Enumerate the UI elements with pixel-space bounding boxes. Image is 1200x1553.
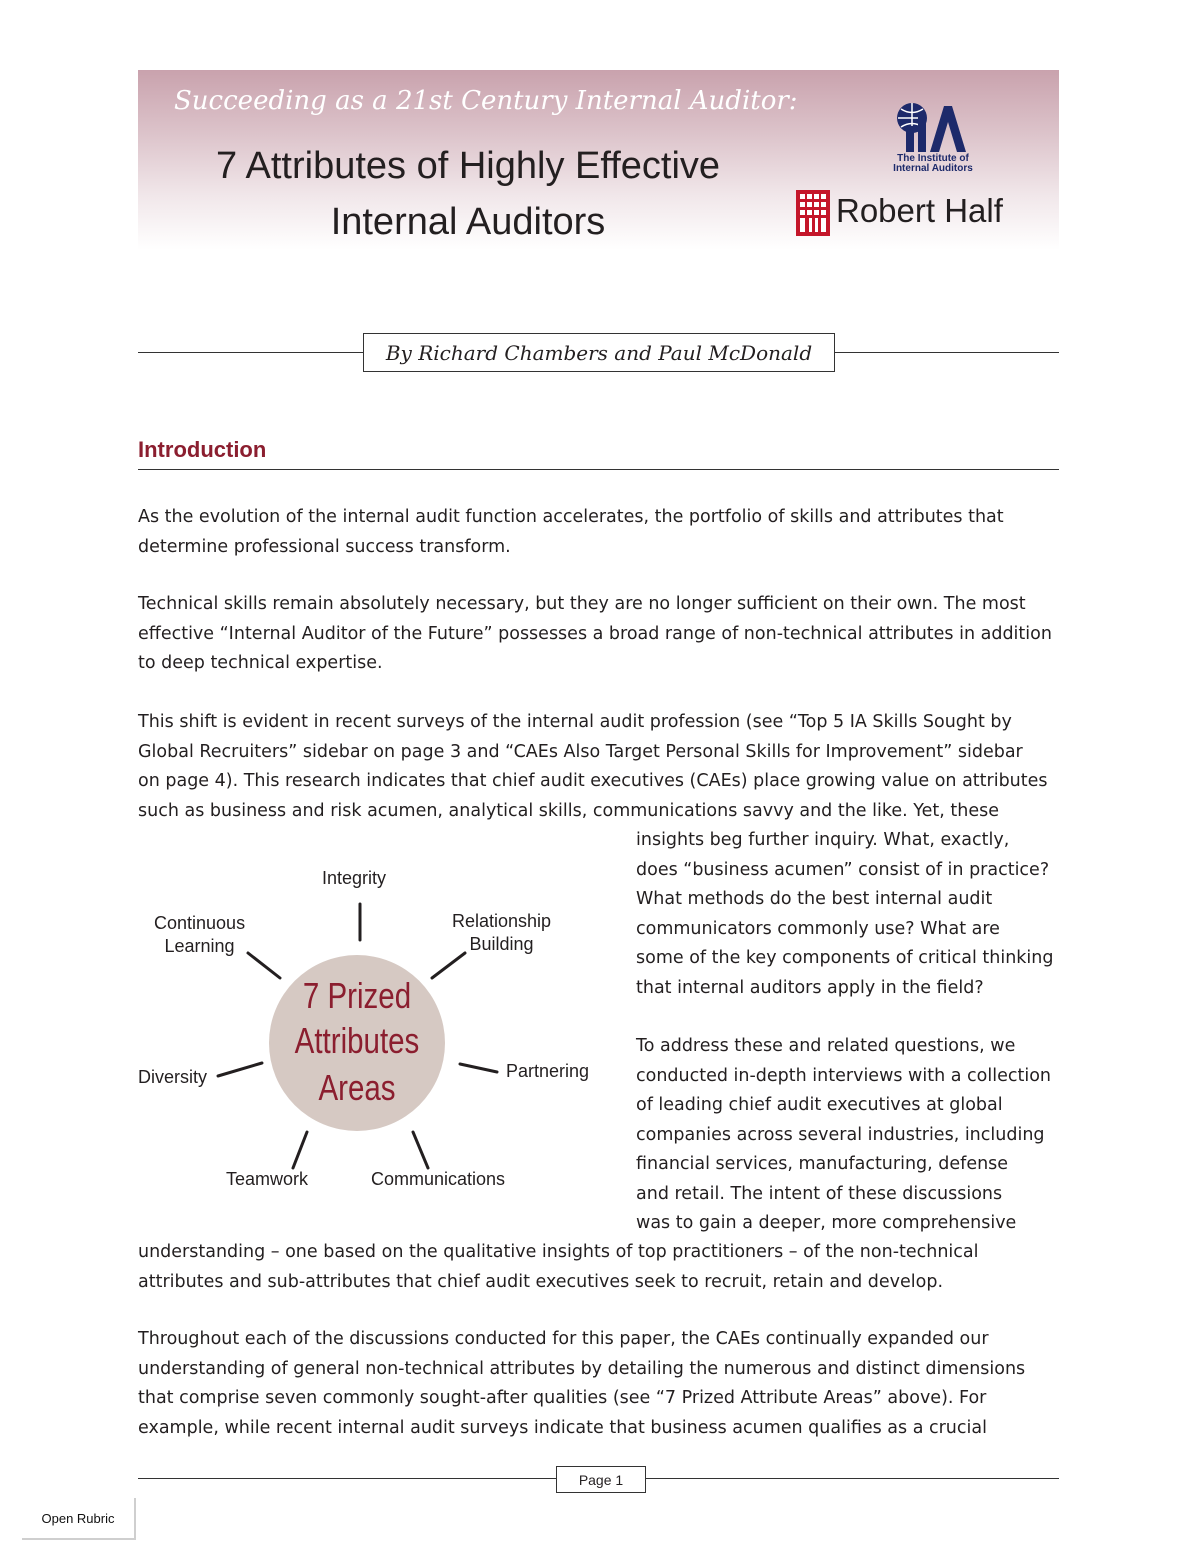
section-heading: Introduction (138, 437, 267, 462)
text-line: financial services, manufacturing, defense (636, 1154, 1009, 1174)
text-line: What methods do the best internal audit (636, 889, 993, 909)
paragraph-1 (138, 503, 1004, 562)
text-line: conducted in-depth interviews with a collection (636, 1065, 1052, 1086)
text-line: understanding of general non-technical attributes by detailing the numerous and distinct dimensions (138, 1358, 1026, 1379)
text-line: understanding – one based on the qualitative insights of top practitioners – of the non-technical (138, 1242, 979, 1262)
page-number: Page 1 (556, 1466, 646, 1493)
paragraph-2 (138, 590, 1052, 679)
text-line: was to gain a deeper, more comprehensive (636, 1213, 1017, 1233)
iia-logo-line2: Internal Auditors (893, 163, 973, 174)
paragraph-4 (138, 1238, 979, 1297)
text-line: of leading chief audit executives at global (636, 1095, 1003, 1115)
attribute-teamwork: Teamwork (226, 1169, 309, 1189)
robert-half-logo (796, 188, 1046, 238)
byline: By Richard Chambers and Paul McDonald (363, 333, 835, 372)
text-line: To address these and related questions, we (636, 1036, 1016, 1056)
attribute-communications: Communications (371, 1169, 506, 1189)
attribute-relationship-building (452, 910, 551, 956)
text-line: to deep technical expertise. (138, 653, 383, 673)
text-line: effective “Internal Auditor of the Future” possesses a broad range of non-technical attributes in addition (138, 623, 1052, 644)
text-line: communicators commonly use? What are (636, 918, 1000, 939)
paragraph-4-side (636, 1032, 1051, 1239)
footer-rule-left (138, 1478, 556, 1479)
attribute-continuous-line2: Learning (164, 936, 235, 956)
globe-iia-logo-icon (878, 92, 988, 154)
attribute-integrity: Integrity (322, 868, 387, 888)
open-rubric-button[interactable]: Open Rubric (22, 1498, 136, 1540)
text-line: does “business acumen” consist of in practice? (636, 859, 1050, 880)
text-line: some of the key components of critical thinking (636, 948, 1054, 968)
text-line: attributes and sub-attributes that chief audit executives seek to recruit, retain and develop. (138, 1271, 944, 1292)
paragraph-3 (138, 708, 1048, 826)
title-banner (138, 70, 1059, 250)
text-line: example, while recent internal audit surveys indicate that business acumen qualifies as a crucial (138, 1417, 987, 1438)
text-line: that comprise seven commonly sought-after qualities (see “7 Prized Attribute Areas” above). For (138, 1388, 987, 1408)
iia-logo-line1: The Institute of (897, 153, 969, 164)
text-line: such as business and risk acumen, analytical skills, communications savvy and the like. Yet, these (138, 800, 999, 821)
byline-rule-left (138, 352, 364, 353)
paragraph-5 (138, 1325, 1025, 1443)
footer-rule-right (646, 1478, 1059, 1479)
attribute-diversity: Diversity (138, 1067, 208, 1087)
attribute-continuous-line1: Continuous (154, 913, 246, 933)
text-line: As the evolution of the internal audit function accelerates, the portfolio of skills and attributes that (138, 507, 1004, 527)
section-heading-rule (138, 469, 1059, 470)
text-line: companies across several industries, including (636, 1124, 1045, 1145)
document-title (158, 138, 778, 250)
iia-logo-text (878, 154, 988, 174)
text-line: Global Recruiters” sidebar on page 3 and “CAEs Also Target Personal Skills for Improvement” sidebar (138, 741, 1023, 762)
document-title-line2: Internal Auditors (330, 201, 606, 243)
diagram-graphics (130, 856, 610, 1206)
diagram-center-line-1: 7 Prized (302, 975, 412, 1016)
connector-relationship (432, 953, 465, 978)
text-line: This shift is evident in recent surveys of the internal audit profession (see “Top 5 IA Skills Sought by (138, 712, 1012, 732)
attribute-continuous-learning (154, 912, 245, 958)
connector-partnering (460, 1064, 497, 1072)
byline-rule-right (835, 352, 1059, 353)
attribute-partnering: Partnering (506, 1061, 590, 1081)
robert-half-mark-icon (796, 190, 830, 236)
iia-logo (878, 92, 988, 174)
connector-diversity (218, 1063, 262, 1076)
document-title-line1: 7 Attributes of Highly Effective (215, 145, 721, 187)
text-line: determine professional success transform. (138, 536, 511, 557)
attribute-relationship-line2: Building (469, 934, 534, 954)
prized-attributes-diagram (130, 856, 610, 1206)
text-line: and retail. The intent of these discussions (636, 1183, 1003, 1204)
robert-half-wordmark: Robert Half (836, 192, 1003, 229)
banner-subtitle: Succeeding as a 21st Century Internal Auditor: (174, 86, 798, 116)
connector-communications (413, 1132, 428, 1168)
text-line: on page 4). This research indicates that chief audit executives (CAEs) place growing value on attributes (138, 771, 1048, 791)
paragraph-3-continued (636, 826, 1054, 1003)
text-line: Throughout each of the discussions conducted for this paper, the CAEs continually expanded our (138, 1329, 989, 1349)
connector-continuous (248, 953, 280, 978)
diagram-center-line-2: Attributes (294, 1020, 420, 1061)
connector-teamwork (293, 1132, 307, 1168)
text-line: that internal auditors apply in the field? (636, 977, 984, 998)
attribute-relationship-line1: Relationship (452, 911, 552, 931)
diagram-center-line-3: Areas (318, 1067, 396, 1108)
text-line: insights beg further inquiry. What, exactly, (636, 830, 1010, 850)
text-line: Technical skills remain absolutely necessary, but they are no longer sufficient on their own. The most (138, 594, 1026, 614)
